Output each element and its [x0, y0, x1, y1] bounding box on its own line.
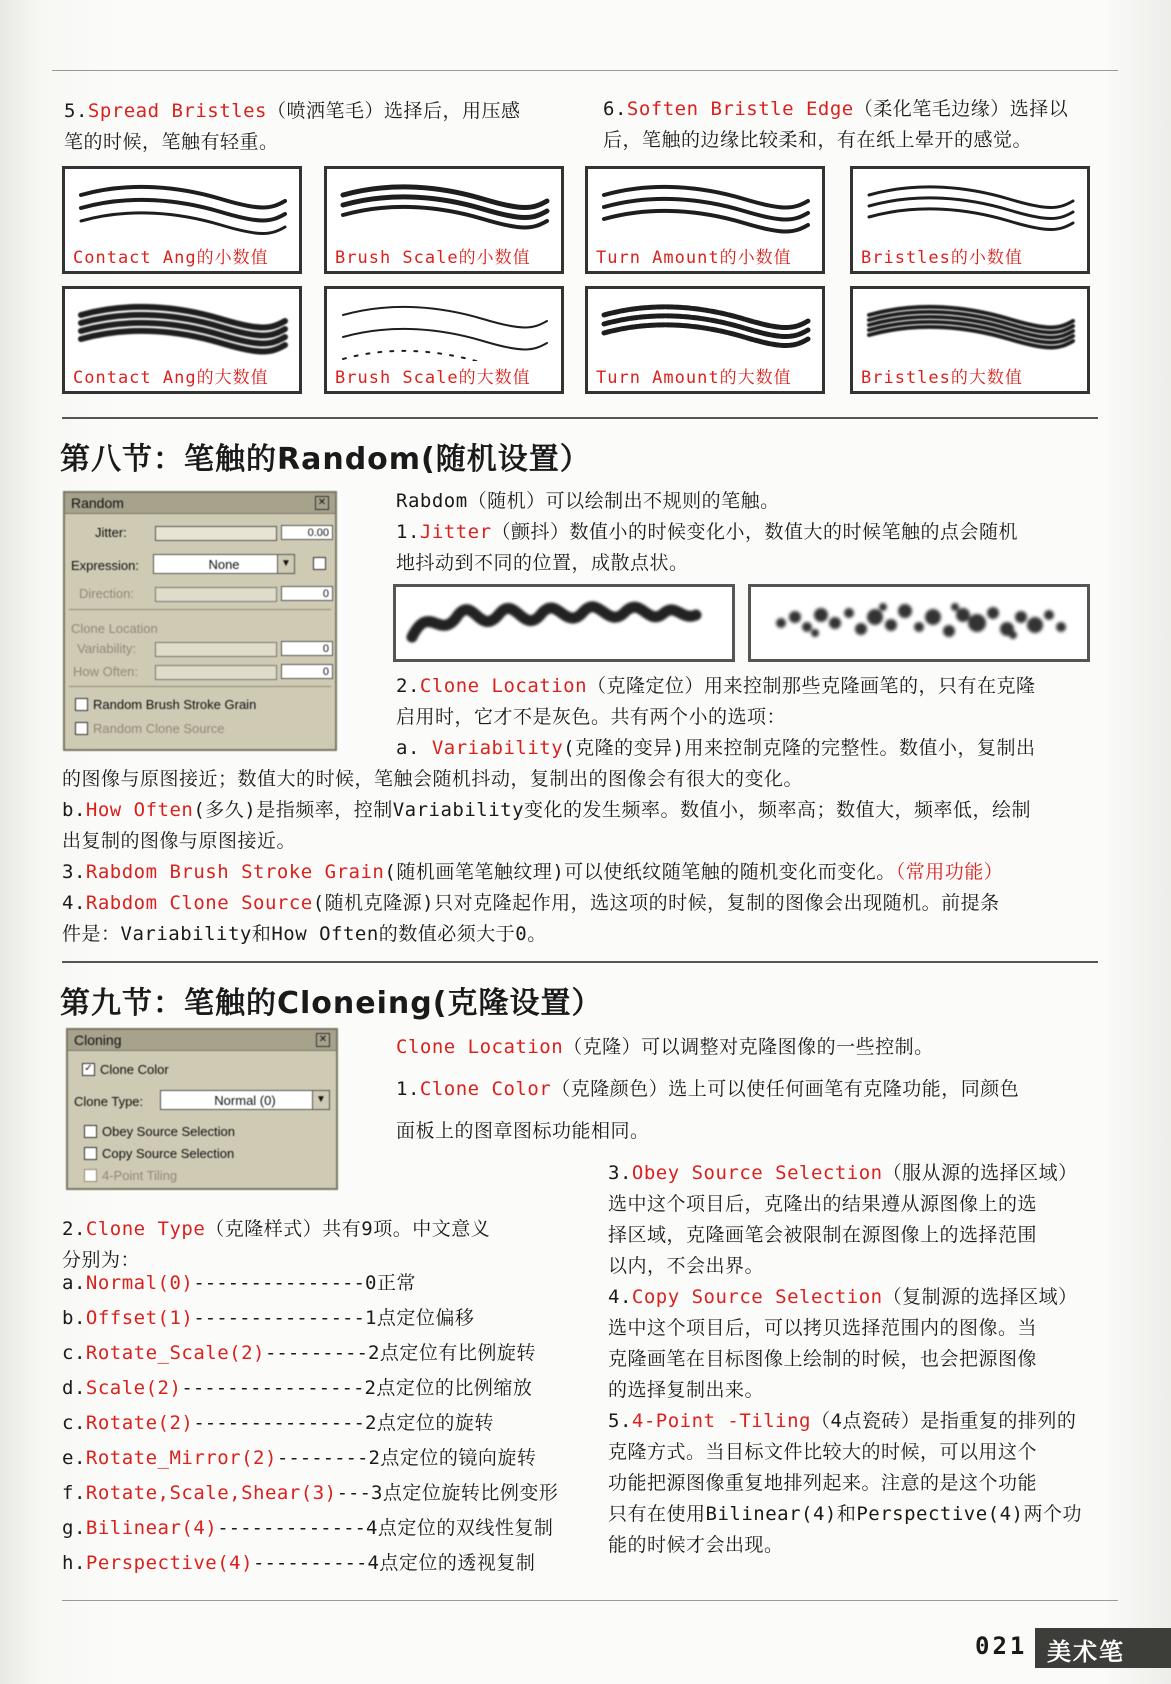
text-line	[64, 96, 521, 127]
brush-stroke	[594, 297, 820, 361]
text-line	[608, 1158, 1082, 1189]
text-line	[608, 1437, 1082, 1468]
text-segment: 后，笔触的边缘比较柔和，有在纸上晕开的感觉。	[603, 129, 1033, 151]
text-line	[608, 1313, 1082, 1344]
text-segment: b.	[62, 799, 86, 821]
clone-type-meaning: 3点定位旋转比例变形	[370, 1482, 559, 1504]
variability-slider[interactable]	[155, 642, 277, 657]
clone-type-meaning: 4点定位的双线性复制	[365, 1517, 554, 1539]
clone-type-item	[62, 1511, 558, 1546]
expression-checkbox[interactable]	[313, 557, 326, 570]
palette-separator	[69, 609, 331, 610]
text-segment: 的选择复制出来。	[608, 1379, 765, 1401]
expression-select[interactable]: None ▼	[153, 554, 295, 574]
text-segment: （克隆定位）用来控制那些克隆画笔的，只有在克隆	[587, 675, 1036, 697]
direction-value[interactable]: 0	[281, 586, 333, 601]
text-segment: 功能把源图像重复地排列起来。注意的是这个功能	[608, 1472, 1038, 1494]
clone-type-meaning: 1点定位偏移	[364, 1307, 475, 1329]
text-line	[62, 888, 1031, 919]
brush-stroke	[333, 297, 559, 361]
text-line	[62, 919, 1031, 950]
random-grain-checkbox[interactable]: Random Brush Stroke Grain	[75, 697, 256, 712]
text-segment: 以内，不会出界。	[608, 1255, 765, 1277]
sample-caption: Brush Scale的大数值	[335, 368, 531, 388]
section-divider-2	[62, 961, 1098, 963]
expression-label: Expression:	[71, 558, 139, 573]
text-segment: （克隆颜色）选上可以使任何画笔有克隆功能，同颜色	[551, 1078, 1020, 1100]
jitter-small-stroke	[396, 587, 732, 659]
clone-type-meaning: 2点定位的镜向旋转	[368, 1447, 537, 1469]
random-clone-source-checkbox[interactable]: Random Clone Source	[75, 721, 225, 736]
stroke-sample-box	[62, 286, 302, 394]
list-prefix: d.	[62, 1377, 86, 1399]
text-line	[396, 486, 1018, 517]
stroke-sample-box	[850, 166, 1090, 274]
text-segment: 择区域，克隆画笔会被限制在源图像上的选择范围	[608, 1224, 1038, 1246]
text-segment: 选中这个项目后，可以拷贝选择范围内的图像。当	[608, 1317, 1038, 1339]
clone-type-select[interactable]: Normal (0) ▼	[160, 1090, 330, 1110]
text-segment: （服从源的选择区域）	[882, 1162, 1078, 1184]
clone-type-name: Scale(2)	[85, 1377, 182, 1399]
brush-stroke	[859, 177, 1085, 241]
jitter-small-sample	[393, 584, 735, 662]
text-line	[396, 733, 1036, 764]
list-prefix: f.	[62, 1482, 86, 1504]
text-line	[62, 857, 1031, 888]
brush-stroke	[594, 177, 820, 241]
section-divider-1	[62, 417, 1098, 419]
clone-type-meaning: 4点定位的透视复制	[367, 1552, 536, 1574]
text-line	[396, 671, 1036, 702]
text-segment: (克隆的变异)用来控制克隆的完整性。数值小，复制出	[563, 737, 1036, 759]
sample-caption: Bristles的大数值	[861, 368, 1023, 388]
text-segment: Rabdom（随机）可以绘制出不规则的笔触。	[396, 490, 780, 512]
how-often-value[interactable]: 0	[281, 664, 333, 679]
clone-type-list	[62, 1266, 558, 1581]
brush-stroke	[71, 297, 297, 361]
text-segment: （颤抖）数值小的时候变化小，数值大的时候笔触的点会随机	[491, 521, 1019, 543]
text-line	[62, 826, 1031, 857]
clone-type-name: Offset(1)	[85, 1307, 194, 1329]
dash-leader: -------------	[217, 1517, 366, 1539]
close-icon[interactable]: ✕	[316, 1033, 330, 1047]
random-options-text	[62, 764, 1031, 950]
sample-caption: Contact Ang的小数值	[73, 248, 269, 268]
dash-leader: ---------------	[193, 1272, 365, 1294]
term-highlight: Jitter	[419, 521, 492, 543]
text-line	[608, 1282, 1082, 1313]
text-segment: (随机画笔笔触纹理)可以使纸纹随笔触的随机变化而变化。	[384, 861, 896, 883]
text-segment: 3.	[608, 1162, 632, 1184]
term-highlight: （常用功能）	[895, 861, 1004, 883]
text-line	[608, 1468, 1082, 1499]
text-line	[608, 1189, 1082, 1220]
text-segment: 1.	[396, 1078, 420, 1100]
term-highlight: Clone Location	[396, 1036, 564, 1058]
chevron-down-icon: ▼	[312, 1091, 329, 1109]
term-highlight: Soften Bristle Edge	[626, 98, 854, 120]
clone-type-item	[62, 1546, 558, 1581]
term-highlight: Rabdom Clone Source	[85, 892, 313, 914]
copy-source-checkbox[interactable]: Copy Source Selection	[84, 1146, 234, 1161]
text-segment: （柔化笔毛边缘）选择以	[853, 98, 1069, 120]
sample-caption: Brush Scale的小数值	[335, 248, 531, 268]
dash-leader: ----------------	[181, 1377, 365, 1399]
list-prefix: c.	[62, 1412, 86, 1434]
clone-type-name: Rotate,Scale,Shear(3)	[85, 1482, 337, 1504]
random-palette	[63, 491, 337, 751]
text-line	[396, 1026, 1019, 1068]
text-segment: (随机克隆源)只对克隆起作用，选这项的时候，复制的图像会出现随机。前提条	[312, 892, 1000, 914]
page-number: 021	[975, 1632, 1028, 1660]
direction-slider[interactable]	[155, 587, 277, 602]
clone-type-name: Perspective(4)	[85, 1552, 254, 1574]
text-segment: （克隆）可以调整对克隆图像的一些控制。	[563, 1036, 934, 1058]
stroke-sample-box	[324, 166, 564, 274]
dash-leader: ---------	[264, 1342, 368, 1364]
term-highlight: Spread Bristles	[87, 100, 267, 122]
text-segment: 克隆画笔在目标图像上绘制的时候，也会把源图像	[608, 1348, 1038, 1370]
text-line	[64, 127, 521, 158]
text-line	[608, 1499, 1082, 1530]
clone-type-meaning: 2点定位有比例旋转	[367, 1342, 536, 1364]
list-prefix: h.	[62, 1552, 86, 1574]
clone-type-item	[62, 1476, 558, 1511]
random-palette-title: Random ✕	[65, 493, 335, 514]
text-segment: 能的时候才会出现。	[608, 1534, 784, 1556]
how-often-label: How Often:	[73, 664, 139, 679]
text-segment: 6.	[603, 98, 627, 120]
four-point-tiling-checkbox[interactable]: 4-Point Tiling	[84, 1168, 177, 1183]
top-rule	[52, 70, 1118, 71]
text-segment: 分别为：	[62, 1249, 141, 1271]
term-highlight: Copy Source Selection	[631, 1286, 883, 1308]
text-segment: 笔的时候，笔触有轻重。	[64, 131, 279, 153]
clone-type-meaning: 2点定位的比例缩放	[364, 1377, 533, 1399]
direction-label: Direction:	[79, 586, 134, 601]
dash-leader: --------	[276, 1447, 369, 1469]
dash-leader: ----------	[253, 1552, 368, 1574]
clone-type-item	[62, 1301, 558, 1336]
sample-caption: Turn Amount的小数值	[596, 248, 792, 268]
cloning-palette	[66, 1028, 338, 1190]
jitter-slider[interactable]	[155, 526, 277, 541]
text-line	[396, 1110, 1019, 1152]
brush-stroke	[859, 297, 1085, 361]
list-prefix: a.	[62, 1272, 86, 1294]
brush-stroke	[333, 177, 559, 241]
text-line	[608, 1220, 1082, 1251]
jitter-label: Jitter:	[95, 525, 127, 540]
text-segment: 3.	[62, 861, 86, 883]
text-segment: 件是：Variability和How Often的数值必须大于0。	[62, 923, 547, 945]
clone-type-name: Rotate_Mirror(2)	[85, 1447, 277, 1469]
text-line	[396, 702, 1036, 733]
term-highlight: Rabdom Brush Stroke Grain	[85, 861, 385, 883]
clone-type-meaning: 0正常	[364, 1272, 416, 1294]
jitter-large-stroke	[751, 587, 1087, 659]
variability-label: Variability:	[77, 641, 137, 656]
list-prefix: c.	[62, 1342, 86, 1364]
clone-type-meaning: 2点定位的旋转	[364, 1412, 494, 1434]
clone-location-label: Clone Location	[71, 621, 158, 636]
text-segment: 地抖动到不同的位置，成散点状。	[396, 552, 689, 574]
cloning-intro-text	[396, 1026, 1019, 1152]
text-segment: （喷洒笔毛）选择后，用压感	[266, 100, 521, 122]
stroke-sample-box	[850, 286, 1090, 394]
text-line	[62, 764, 1031, 795]
dash-leader: ---------------	[193, 1412, 365, 1434]
text-line	[62, 795, 1031, 826]
text-segment: (多久)是指频率，控制Variability变化的发生频率。数值小，频率高；数值大，频率低，绘制	[193, 799, 1032, 821]
text-line	[603, 94, 1068, 125]
close-icon[interactable]: ✕	[315, 496, 329, 510]
soften-bristle-text	[603, 94, 1068, 156]
stroke-sample-box	[585, 166, 825, 274]
text-line	[396, 1068, 1019, 1110]
text-segment: 面板上的图章图标功能相同。	[396, 1120, 650, 1142]
cloning-palette-title: Cloning ✕	[68, 1030, 336, 1051]
clone-type-item	[62, 1406, 558, 1441]
clone-type-item	[62, 1336, 558, 1371]
text-line	[608, 1530, 1082, 1561]
text-line	[396, 517, 1018, 548]
jitter-large-sample	[748, 584, 1090, 662]
term-highlight: Obey Source Selection	[631, 1162, 883, 1184]
text-line	[62, 1214, 490, 1245]
section8-heading: 第八节：笔触的Random(随机设置）	[60, 442, 591, 477]
variability-value[interactable]: 0	[281, 641, 333, 656]
text-segment: 选中这个项目后，克隆出的结果遵从源图像上的选	[608, 1193, 1038, 1215]
text-segment: 出复制的图像与原图接近。	[62, 830, 297, 852]
term-highlight: Clone Location	[419, 675, 588, 697]
list-prefix: b.	[62, 1307, 86, 1329]
text-segment: a.	[396, 737, 432, 759]
stroke-sample-box	[324, 286, 564, 394]
stroke-sample-box	[62, 166, 302, 274]
sample-caption: Bristles的小数值	[861, 248, 1023, 268]
clone-type-name: Bilinear(4)	[85, 1517, 218, 1539]
jitter-value[interactable]: 0.00	[281, 525, 333, 540]
source-selection-text	[608, 1158, 1082, 1561]
term-highlight: Clone Color	[419, 1078, 552, 1100]
text-line	[603, 125, 1068, 156]
clone-location-text	[396, 671, 1036, 764]
clone-color-checkbox[interactable]: ✓ Clone Color	[82, 1062, 169, 1077]
text-segment: （复制源的选择区域）	[882, 1286, 1078, 1308]
clone-type-item	[62, 1266, 558, 1301]
sample-caption: Turn Amount的大数值	[596, 368, 792, 388]
section9-heading: 第九节：笔触的Cloneing(克隆设置）	[60, 986, 603, 1021]
text-segment: （4点瓷砖）是指重复的排列的	[810, 1410, 1077, 1432]
text-segment: 克隆方式。当目标文件比较大的时候，可以用这个	[608, 1441, 1038, 1463]
text-line	[608, 1344, 1082, 1375]
text-segment: 的图像与原图接近；数值大的时候，笔触会随机抖动，复制出的图像会有很大的变化。	[62, 768, 804, 790]
sample-caption: Contact Ang的大数值	[73, 368, 269, 388]
brush-stroke	[71, 177, 297, 241]
text-segment: 4.	[608, 1286, 632, 1308]
clone-type-item	[62, 1371, 558, 1406]
clone-type-name: Rotate_Scale(2)	[85, 1342, 265, 1364]
spread-bristles-text	[64, 96, 521, 158]
bottom-rule	[62, 1600, 1118, 1601]
dash-leader: ---	[336, 1482, 371, 1504]
clone-type-item	[62, 1441, 558, 1476]
text-segment: 只有在使用Bilinear(4)和Perspective(4)两个功	[608, 1503, 1082, 1525]
text-segment: 启用时，它才不是灰色。共有两个小的选项：	[396, 706, 787, 728]
text-segment: 2.	[62, 1218, 86, 1240]
stroke-sample-box	[585, 286, 825, 394]
publisher-logo: 美术笔	[1035, 1628, 1171, 1668]
text-segment: 4.	[62, 892, 86, 914]
term-highlight: Clone Type	[85, 1218, 206, 1240]
chevron-down-icon: ▼	[277, 555, 294, 573]
text-line	[608, 1375, 1082, 1406]
text-segment: （克隆样式）共有9项。中文意义	[205, 1218, 491, 1240]
dash-leader: ---------------	[193, 1307, 365, 1329]
how-often-slider[interactable]	[155, 665, 277, 680]
text-line	[608, 1406, 1082, 1437]
term-highlight: How Often	[85, 799, 194, 821]
palette-separator	[69, 686, 331, 687]
list-prefix: g.	[62, 1517, 86, 1539]
random-intro-text	[396, 486, 1018, 579]
text-line	[608, 1251, 1082, 1282]
clone-type-name: Rotate(2)	[85, 1412, 194, 1434]
clone-type-name: Normal(0)	[85, 1272, 194, 1294]
list-prefix: e.	[62, 1447, 86, 1469]
text-segment: 5.	[608, 1410, 632, 1432]
term-highlight: Variability	[431, 737, 564, 759]
text-line	[396, 548, 1018, 579]
clone-type-label: Clone Type:	[74, 1094, 144, 1109]
term-highlight: 4-Point -Tiling	[631, 1410, 811, 1432]
text-segment: 2.	[396, 675, 420, 697]
text-segment: 5.	[64, 100, 88, 122]
text-segment: 1.	[396, 521, 420, 543]
obey-source-checkbox[interactable]: Obey Source Selection	[84, 1124, 235, 1139]
